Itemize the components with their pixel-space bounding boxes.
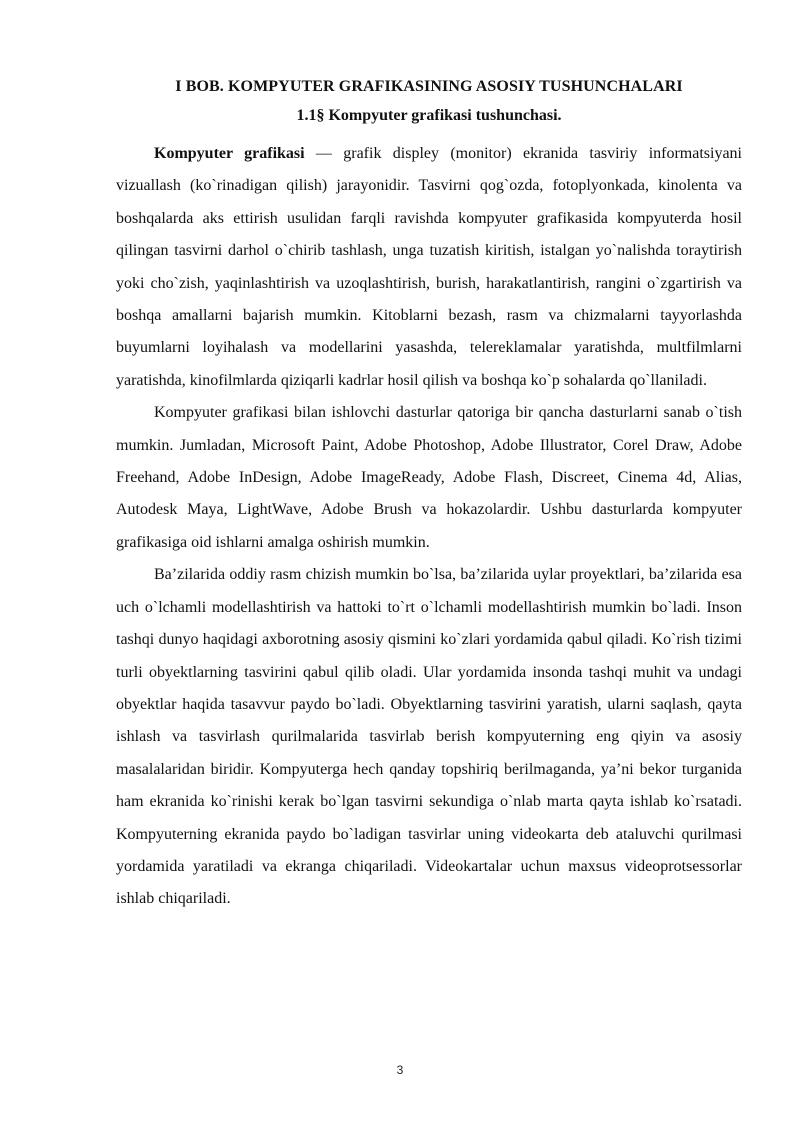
- section-title: 1.1§ Kompyuter grafikasi tushunchasi.: [296, 107, 562, 124]
- paragraph-definition: [116, 138, 742, 397]
- page-number: 3: [396, 1063, 404, 1077]
- document-page: [116, 76, 742, 916]
- paragraph-modelling: Ba’zilarida oddiy rasm chizish mumkin bo`lsa, ba’zilarida uylar proyektlari, ba’zilarida esa uch o`lchamli modellashtirish va hattoki to`rt o`lchamli modellashtirish mumkin bo`ladi. Inson tashqi dunyo haqidagi axborotning asosiy qismini ko`zlari yordamida qabul qiladi. Ko`rish tizimi turli obyektlarning tasvirini qabul qilib oladi. Ular yordamida insonda tashqi muhit va undagi obyektlar haqida tasavvur paydo bo`ladi. Obyektlarning tasvirini yaratish, ularni saqlash, qayta ishlash va tasvirlash qurilmalarida tasvirlab berish kompyuterning eng qiyin va asosiy masalalaridan biridir. Kompyuterga hech qanday topshiriq berilmaganda, ya’ni bekor turganida ham ekranida ko`rinishi kerak bo`lgan tasvirni sekundiga o`nlab marta qayta ishlab ko`rsatadi. Kompyuterning ekranida paydo bo`ladigan tasvirlar uning videokarta deb ataluvchi qurilmasi yordamida yaratiladi va ekranga chiqariladi. Videokartalar uchun maxsus videoprotsessorlar ishlab chiqariladi.: [116, 566, 742, 908]
- paragraph-software: Kompyuter grafikasi bilan ishlovchi dasturlar qatoriga bir qancha dasturlarni sanab o`tish mumkin. Jumladan, Microsoft Paint, Adobe Photoshop, Adobe Illustrator, Corel Draw, Adobe Freehand, Adobe InDesign, Adobe ImageReady, Adobe Flash, Discreet, Cinema 4d, Alias, Autodesk Maya, LightWave, Adobe Brush va hokazolardir. Ushbu dasturlarda kompyuter grafikasiga oid ishlarni amalga oshirish mumkin.: [116, 404, 742, 551]
- chapter-title: I BOB. KOMPYUTER GRAFIKASINING ASOSIY TUSHUNCHALARI: [175, 78, 683, 95]
- lead-term: Kompyuter grafikasi: [154, 145, 305, 162]
- paragraph-definition-text: — grafik displey (monitor) ekranida tasviriy informatsiyani vizuallash (ko`rinadigan qilish) jarayonidir. Tasvirni qog`ozda, fotoplyonkada, kinolenta va boshqalarda aks ettirish usulidan farqli ravishda kompyuter grafikasida kompyuterda hosil qilingan tasvirni darhol o`chirib tashlash, unga tuzatish kiritish, istalgan yo`nalishda toraytirish yoki cho`zish, yaqinlashtirish va uzoqlashtirish, burish, harakatlantirish, rangini o`zgartirish va boshqa amallarni bajarish mumkin. Kitoblarni bezash, rasm va chizmalarni tayyorlashda buyumlarni loyihalash va modellarini yasashda, telereklamalar yaratishda, multfilmlarni yaratishda, kinofilmlarda qiziqarli kadrlar hosil qilish va boshqa ko`p sohalarda qo`llaniladi.: [116, 145, 743, 389]
